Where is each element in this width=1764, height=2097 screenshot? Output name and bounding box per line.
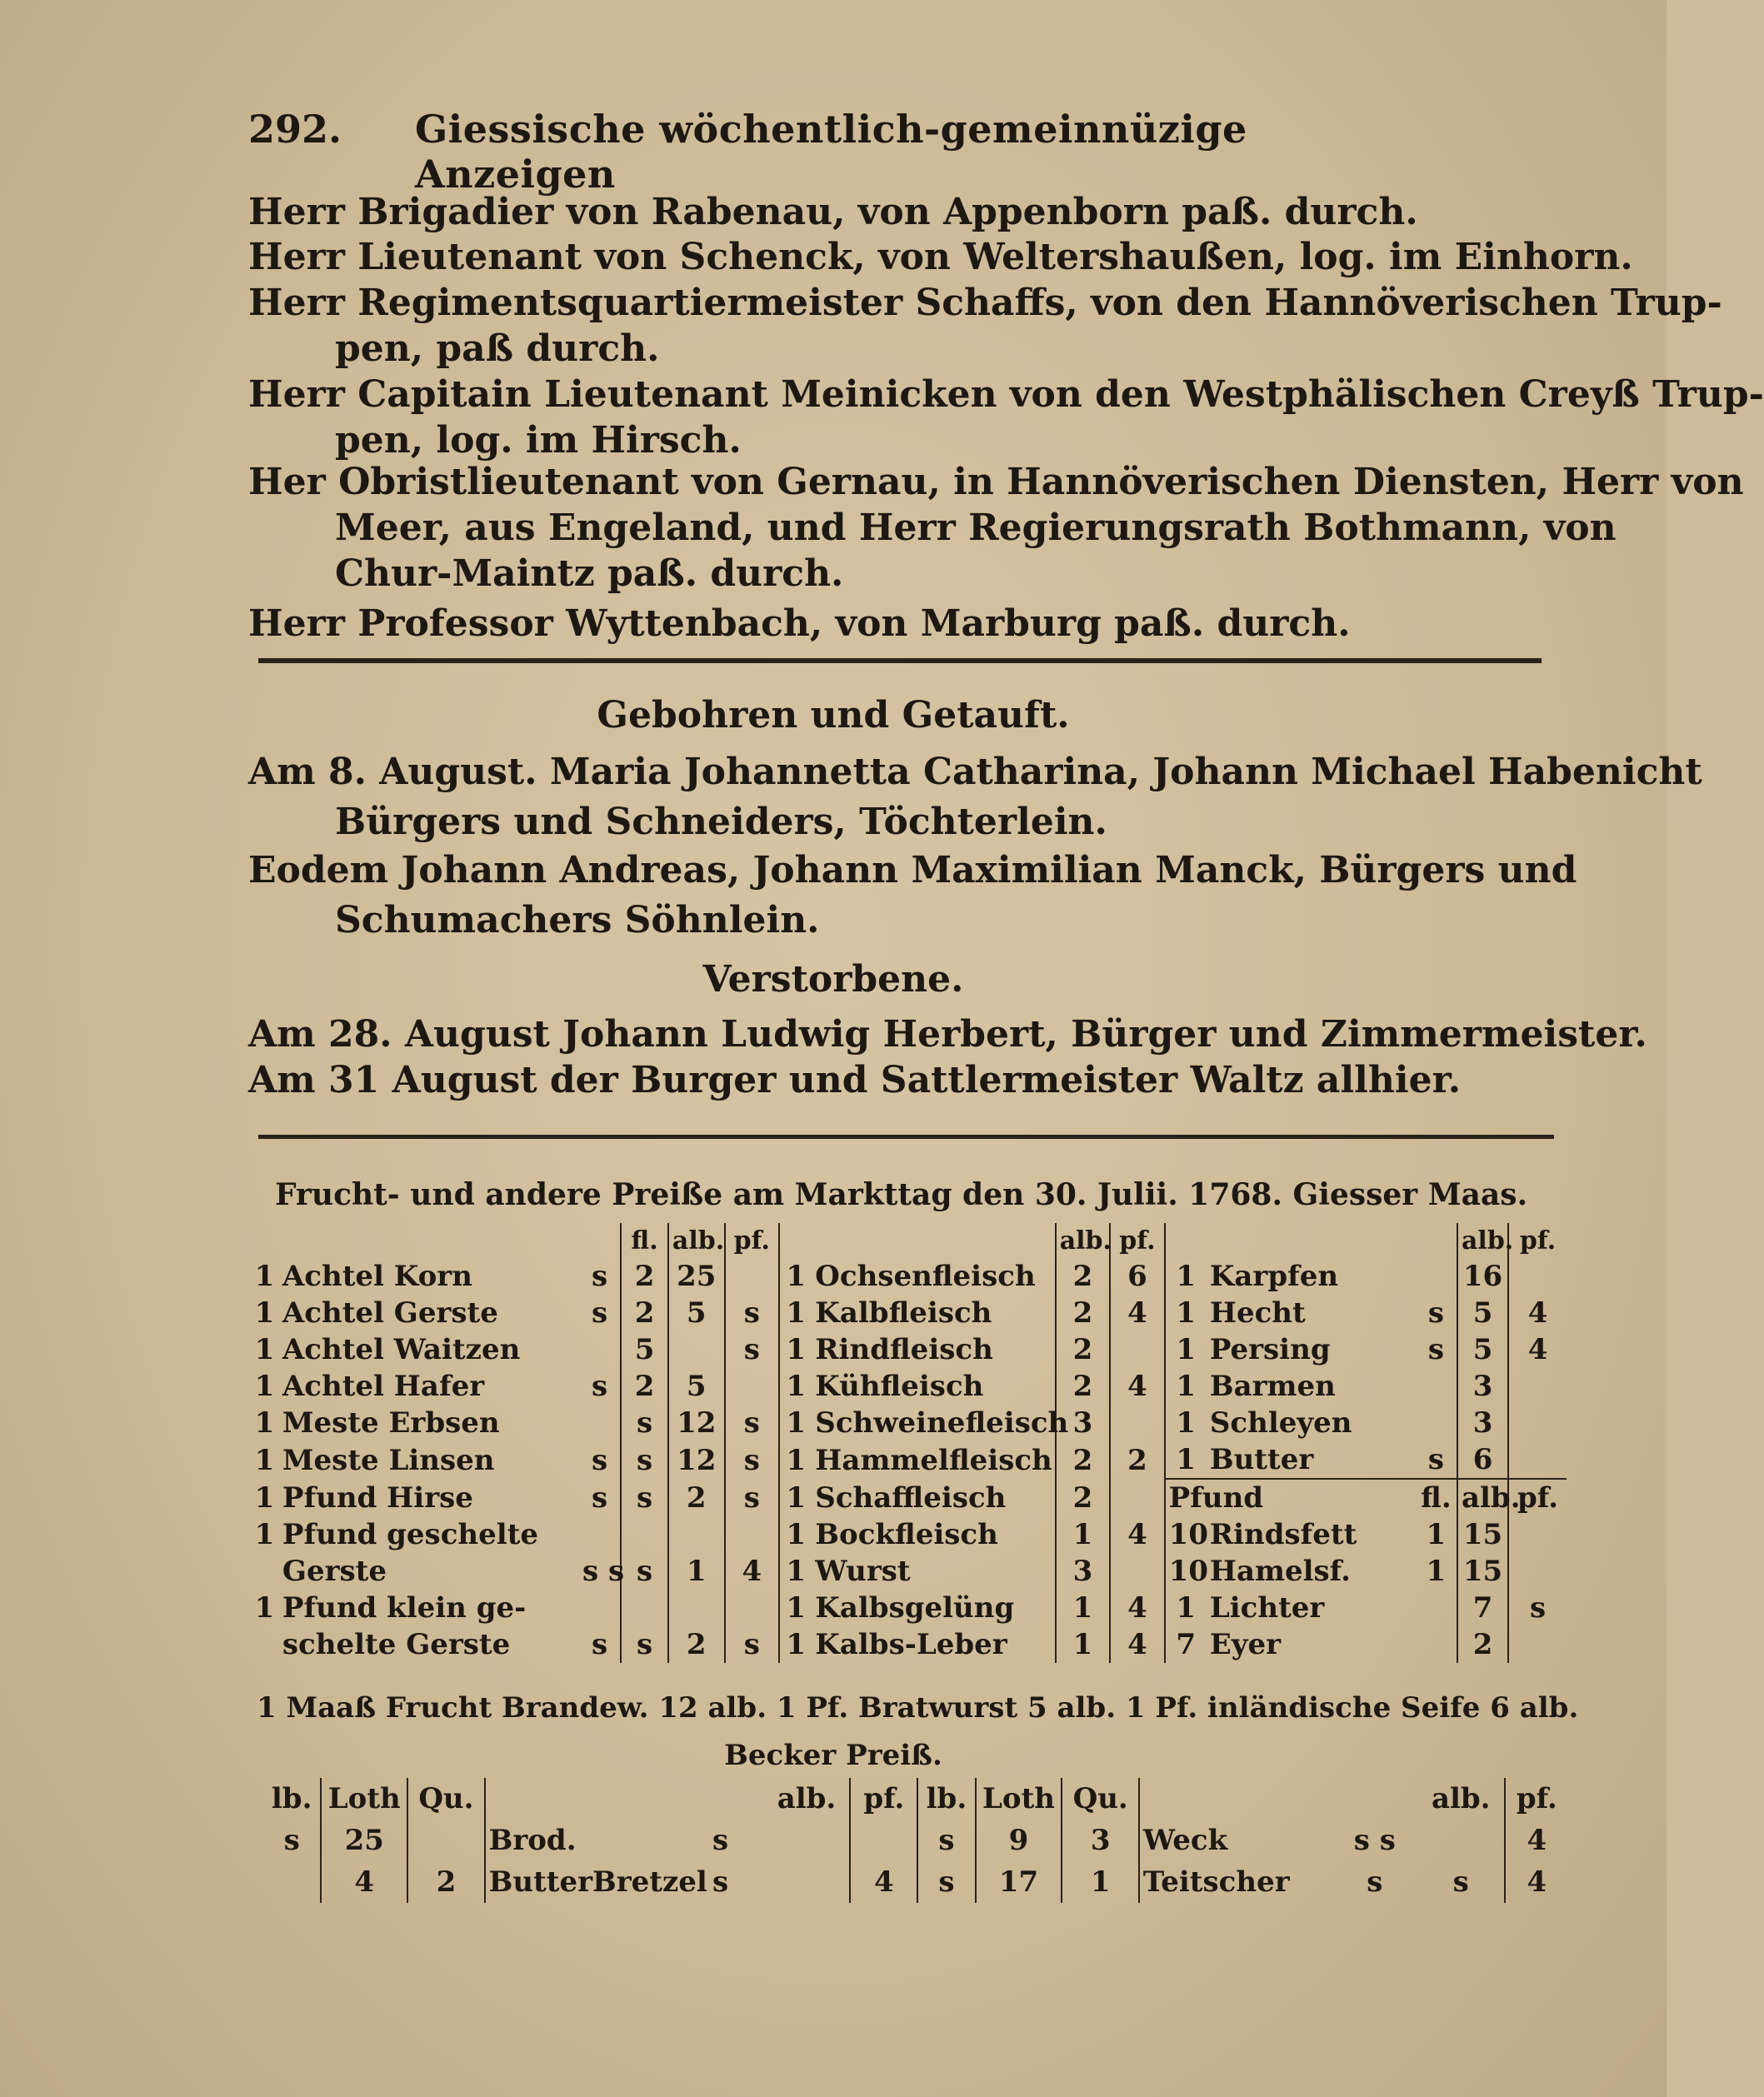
fish-qty: 1 [1165, 1405, 1207, 1441]
fish-qty: 1 [1165, 1368, 1207, 1405]
grain-qty: 1 [254, 1296, 275, 1330]
baker-row [263, 1820, 1568, 1861]
fat-qty: 7 [1165, 1626, 1207, 1663]
deaths-heading: Verstorbene. [702, 958, 964, 1001]
bh-loth2: Loth [976, 1778, 1062, 1820]
meat-qty: 1 [779, 1516, 812, 1553]
fish-item: Barmen [1209, 1370, 1336, 1403]
grain-pf [725, 1368, 779, 1405]
grain-item: Pfund klein ge- [282, 1591, 527, 1625]
fish-alb: 3 [1457, 1405, 1508, 1441]
fish-pf: 4 [1508, 1295, 1567, 1331]
fat-fl: 1 [1426, 1555, 1447, 1588]
baker-qu2: 3 [1062, 1820, 1138, 1861]
baker-lb: s [283, 1824, 300, 1857]
arrival-3-cont: pen, paß durch. [335, 327, 660, 370]
header-alb: alb. [668, 1223, 725, 1258]
price-row [250, 1258, 1567, 1295]
grain-qty [250, 1553, 279, 1590]
baker-alb2 [1418, 1820, 1505, 1861]
header-alb-fish: alb. [1457, 1223, 1508, 1258]
baker-loth: 25 [321, 1820, 407, 1861]
grain-ditto: s [592, 1480, 608, 1515]
price-row [250, 1295, 1567, 1331]
meat-qty: 1 [779, 1553, 812, 1590]
arrival-4: Herr Capitain Lieutenant Meinicken von den Westphälischen Creyß Trup- [248, 373, 1764, 416]
grain-item: Achtel Korn [282, 1260, 472, 1293]
fish-qty: 1 [1165, 1295, 1207, 1331]
fat-subheader-alb: alb. [1457, 1479, 1508, 1516]
meat-alb: 1 [1056, 1516, 1110, 1553]
grain-alb: 2 [668, 1479, 725, 1516]
fish-alb: 6 [1457, 1441, 1508, 1479]
arrival-5: Her Obristlieutenant von Gernau, in Hannöverischen Diensten, Herr von [248, 461, 1744, 503]
birth-entry-2-cont: Schumachers Söhnlein. [335, 899, 820, 941]
grain-item: Pfund Hirse [282, 1480, 473, 1515]
meat-item: Hammelfleisch [815, 1443, 1052, 1477]
bh-qu: Qu. [407, 1778, 484, 1820]
grain-qty: 1 [254, 1333, 275, 1366]
grain-qty: 1 [254, 1591, 275, 1625]
birth-entry-2: Eodem Johann Andreas, Johann Maximilian Manck, Bürgers und [248, 849, 1577, 891]
grain-alb: 5 [668, 1295, 725, 1331]
price-footer-line: 1 Maaß Frucht Brandew. 12 alb. 1 Pf. Bratwurst 5 alb. 1 Pf. inländische Seife 6 alb. [257, 1691, 1579, 1725]
header-fl: fl. [621, 1223, 668, 1258]
arrival-1: Herr Brigadier von Rabenau, von Appenborn paß. durch. [248, 191, 1418, 233]
baker-alb [764, 1820, 851, 1861]
meat-alb: 1 [1056, 1590, 1110, 1626]
fish-qty: 1 [1165, 1441, 1207, 1479]
fat-alb: 15 [1457, 1553, 1508, 1590]
fat-qty: 10 [1165, 1553, 1207, 1590]
grain-item: Achtel Hafer [282, 1370, 485, 1403]
baker-lb [263, 1861, 321, 1903]
meat-item: Rindfleisch [815, 1333, 993, 1366]
fat-pf [1508, 1626, 1567, 1663]
price-row [250, 1516, 1567, 1553]
meat-qty: 1 [779, 1626, 812, 1663]
baker-qu2: 1 [1062, 1861, 1138, 1903]
meat-qty: 1 [779, 1331, 812, 1368]
baker-item: ButterBretzel [485, 1861, 677, 1903]
baker-header-row [263, 1778, 1568, 1820]
grain-fl: 2 [621, 1368, 668, 1405]
baker-alb [764, 1861, 851, 1903]
fish-ditto: s [1427, 1333, 1444, 1366]
grain-pf: s [725, 1331, 779, 1368]
grain-alb [668, 1516, 725, 1553]
grain-ditto [579, 1590, 621, 1626]
grain-qty [250, 1626, 279, 1663]
grain-fl: s [621, 1479, 668, 1516]
fish-pf [1508, 1368, 1567, 1405]
bh-alb: alb. [777, 1782, 837, 1815]
baker-loth2: 9 [976, 1820, 1062, 1861]
grain-fl [621, 1516, 668, 1553]
fat-item: Lichter [1209, 1591, 1325, 1625]
fish-item: Butter [1209, 1443, 1314, 1476]
baker-lb2: s [917, 1820, 975, 1861]
grain-ditto: s [592, 1260, 608, 1293]
header-pf: pf. [725, 1223, 779, 1258]
newspaper-title: Giessische wöchentlich-gemeinnüzige Anzeigen [415, 107, 1247, 197]
grain-item: schelte Gerste [282, 1628, 511, 1661]
baker-item: Brod. [485, 1820, 677, 1861]
baker-pf2: 4 [1505, 1861, 1568, 1903]
grain-item: Meste Linsen [282, 1443, 495, 1477]
price-row [250, 1626, 1567, 1663]
fish-ditto [1416, 1405, 1457, 1441]
baker-item2: Teitscher [1139, 1861, 1332, 1903]
meat-item: Kühfleisch [815, 1370, 984, 1403]
price-section-divider [258, 1135, 1554, 1139]
bh-alb2: alb. [1431, 1782, 1491, 1815]
baker-qu: 2 [407, 1861, 484, 1903]
header-pf-meat: pf. [1110, 1223, 1164, 1258]
market-price-table [250, 1223, 1567, 1663]
grain-qty: 1 [254, 1480, 275, 1515]
price-table-title: Frucht- und andere Preiße am Markttag den 30. Julii. 1768. Giesser Maas. [275, 1177, 1528, 1212]
baker-pf2: 4 [1505, 1820, 1568, 1861]
bh-lb2: lb. [917, 1778, 975, 1820]
baker-loth: 4 [321, 1861, 407, 1903]
meat-alb: 3 [1056, 1405, 1110, 1441]
fish-alb: 16 [1457, 1258, 1508, 1295]
fat-qty: 1 [1165, 1590, 1207, 1626]
fish-qty: 1 [1165, 1258, 1207, 1295]
meat-item: Ochsenfleisch [815, 1260, 1036, 1293]
fish-ditto: s [1427, 1296, 1444, 1330]
grain-pf: s [725, 1479, 779, 1516]
meat-alb: 2 [1056, 1295, 1110, 1331]
baker-loth2: 17 [976, 1861, 1062, 1903]
grain-qty: 1 [254, 1370, 275, 1403]
arrival-6: Herr Professor Wyttenbach, von Marburg paß. durch. [248, 602, 1351, 645]
bh-pf2: pf. [1505, 1778, 1568, 1820]
birth-entry-1-cont: Bürgers und Schneiders, Töchterlein. [335, 801, 1107, 843]
grain-qty: 1 [254, 1406, 275, 1440]
meat-item: Wurst [815, 1555, 911, 1588]
meat-qty: 1 [779, 1590, 812, 1626]
grain-fl [621, 1590, 668, 1626]
fat-subheader-fl: fl. [1416, 1479, 1457, 1516]
grain-item: Achtel Waitzen [282, 1333, 521, 1366]
meat-item: Schweinefleisch [815, 1406, 1069, 1440]
meat-alb: 2 [1056, 1479, 1110, 1516]
fat-fl [1416, 1626, 1457, 1663]
grain-alb: 1 [668, 1553, 725, 1590]
fat-pf [1508, 1553, 1567, 1590]
birth-entry-1: Am 8. August. Maria Johannetta Catharina, Johann Michael Habenicht [248, 751, 1702, 793]
grain-pf: s [725, 1295, 779, 1331]
price-row [250, 1590, 1567, 1626]
header-pf-fish: pf. [1508, 1223, 1567, 1258]
meat-pf: 4 [1110, 1626, 1164, 1663]
fish-ditto [1416, 1258, 1457, 1295]
meat-item: Schaffleisch [815, 1480, 1007, 1515]
section-divider [258, 658, 1542, 663]
grain-alb: 12 [668, 1441, 725, 1479]
meat-item: Kalbfleisch [815, 1296, 992, 1330]
fish-alb: 5 [1457, 1331, 1508, 1368]
meat-pf: 4 [1110, 1295, 1164, 1331]
price-row [250, 1368, 1567, 1405]
grain-fl: 5 [621, 1331, 668, 1368]
meat-alb: 3 [1056, 1553, 1110, 1590]
fish-pf [1508, 1405, 1567, 1441]
grain-fl: s [621, 1405, 668, 1441]
grain-ditto: s [592, 1296, 608, 1330]
baker-ditto: s [712, 1865, 729, 1899]
grain-pf: 4 [725, 1553, 779, 1590]
meat-item: Bockfleisch [815, 1518, 998, 1551]
grain-ditto: s [592, 1370, 608, 1403]
meat-pf: 4 [1110, 1590, 1164, 1626]
baker-ditto2: s s [1353, 1824, 1396, 1857]
grain-pf: s [725, 1626, 779, 1663]
fat-item: Eyer [1209, 1628, 1282, 1661]
bh-loth: Loth [321, 1778, 407, 1820]
fish-alb: 5 [1457, 1295, 1508, 1331]
bakers-heading: Becker Preiß. [724, 1739, 942, 1772]
grain-ditto: s s [582, 1555, 625, 1588]
price-row [250, 1441, 1567, 1479]
bh-lb: lb. [271, 1782, 312, 1815]
grain-pf [725, 1258, 779, 1295]
births-heading: Gebohren und Getauft. [597, 694, 1070, 736]
grain-alb: 2 [668, 1626, 725, 1663]
death-entry-1: Am 28. August Johann Ludwig Herbert, Bürger und Zimmermeister. [248, 1013, 1647, 1056]
meat-alb: 1 [1056, 1626, 1110, 1663]
death-entry-2: Am 31 August der Burger und Sattlermeister Waltz allhier. [248, 1059, 1462, 1101]
fish-item: Persing [1209, 1333, 1331, 1366]
fish-alb: 3 [1457, 1368, 1508, 1405]
grain-ditto [579, 1405, 621, 1441]
meat-alb: 2 [1056, 1258, 1110, 1295]
grain-fl: s [621, 1553, 668, 1590]
fish-item: Hecht [1209, 1296, 1306, 1330]
arrival-5-cont: Meer, aus Engeland, und Herr Regierungsrath Bothmann, von [335, 507, 1617, 549]
baker-item2: Weck [1139, 1820, 1332, 1861]
bh-qu2: Qu. [1062, 1778, 1138, 1820]
meat-alb: 2 [1056, 1368, 1110, 1405]
grain-alb: 5 [668, 1368, 725, 1405]
meat-qty: 1 [779, 1405, 812, 1441]
grain-fl: 2 [621, 1258, 668, 1295]
fish-item: Karpfen [1209, 1260, 1339, 1293]
grain-alb: 12 [668, 1405, 725, 1441]
fat-qty: 10 [1165, 1516, 1207, 1553]
header-alb-meat: alb. [1056, 1223, 1110, 1258]
bh-pf: pf. [850, 1778, 917, 1820]
meat-qty: 1 [779, 1441, 812, 1479]
grain-alb: 25 [668, 1258, 725, 1295]
meat-item: Kalbsgelüng [815, 1591, 1015, 1625]
fish-pf: 4 [1508, 1331, 1567, 1368]
fat-alb: 15 [1457, 1516, 1508, 1553]
baker-qu [407, 1820, 484, 1861]
grain-alb [668, 1590, 725, 1626]
meat-item: Kalbs-Leber [815, 1628, 1007, 1661]
fat-alb: 2 [1457, 1626, 1508, 1663]
arrival-3: Herr Regimentsquartiermeister Schaffs, von den Hannöverischen Trup- [248, 282, 1722, 324]
baker-pf: 4 [850, 1861, 917, 1903]
baker-alb2: s [1452, 1865, 1469, 1899]
fat-alb: 7 [1457, 1590, 1508, 1626]
meat-qty: 1 [779, 1295, 812, 1331]
fish-item: Schleyen [1209, 1406, 1352, 1440]
grain-qty: 1 [254, 1518, 275, 1551]
fish-pf [1508, 1441, 1567, 1479]
meat-pf [1110, 1331, 1164, 1368]
page-header [248, 107, 1398, 197]
baker-lb2: s [917, 1861, 975, 1903]
grain-qty: 1 [254, 1260, 275, 1293]
arrival-2: Herr Lieutenant von Schenck, von Weltershaußen, log. im Einhorn. [248, 236, 1633, 278]
meat-qty: 1 [779, 1258, 812, 1295]
grain-ditto [579, 1516, 621, 1553]
grain-item: Pfund geschelte [282, 1518, 539, 1551]
meat-pf [1110, 1553, 1164, 1590]
grain-item: Meste Erbsen [282, 1406, 500, 1440]
fat-item: Hamelsf. [1209, 1555, 1351, 1588]
baker-pf [850, 1820, 917, 1861]
baker-ditto2: s [1367, 1865, 1383, 1899]
grain-qty: 1 [254, 1443, 275, 1477]
meat-alb: 2 [1056, 1331, 1110, 1368]
page-number: 292. [248, 107, 342, 152]
arrival-4-cont: pen, log. im Hirsch. [335, 419, 742, 462]
price-row [250, 1405, 1567, 1441]
meat-pf: 2 [1110, 1441, 1164, 1479]
grain-pf: s [725, 1441, 779, 1479]
meat-pf [1110, 1479, 1164, 1516]
meat-alb: 2 [1056, 1441, 1110, 1479]
baker-ditto: s [712, 1824, 729, 1857]
grain-ditto: s [592, 1628, 608, 1661]
price-row [250, 1331, 1567, 1368]
baker-row [263, 1861, 1568, 1903]
fish-ditto [1416, 1368, 1457, 1405]
fat-subheader-unit: Pfund [1165, 1479, 1416, 1516]
meat-pf: 6 [1110, 1258, 1164, 1295]
meat-pf: 4 [1110, 1368, 1164, 1405]
grain-fl: 2 [621, 1295, 668, 1331]
meat-pf [1110, 1405, 1164, 1441]
grain-item: Achtel Gerste [282, 1296, 498, 1330]
fat-subheader-pf: pf. [1508, 1479, 1567, 1516]
grain-ditto: s [592, 1443, 608, 1477]
grain-pf: s [725, 1405, 779, 1441]
baker-price-table [263, 1778, 1568, 1903]
fish-qty: 1 [1165, 1331, 1207, 1368]
price-row [250, 1553, 1567, 1590]
grain-item: Gerste [282, 1555, 387, 1588]
fat-fl [1416, 1590, 1457, 1626]
fat-fl: 1 [1426, 1518, 1447, 1551]
grain-fl: s [621, 1626, 668, 1663]
grain-ditto [579, 1331, 621, 1368]
meat-pf: 4 [1110, 1516, 1164, 1553]
price-row [250, 1479, 1567, 1516]
meat-qty: 1 [779, 1368, 812, 1405]
fat-pf [1508, 1516, 1567, 1553]
fish-pf [1508, 1258, 1567, 1295]
grain-alb [668, 1331, 725, 1368]
arrival-5-cont2: Chur-Maintz paß. durch. [335, 552, 844, 595]
grain-pf [725, 1590, 779, 1626]
grain-fl: s [621, 1441, 668, 1479]
fat-item: Rindsfett [1209, 1518, 1357, 1551]
fat-pf: s [1508, 1590, 1567, 1626]
fish-ditto: s [1427, 1443, 1444, 1476]
price-header-row [250, 1223, 1567, 1258]
grain-pf [725, 1516, 779, 1553]
meat-qty: 1 [779, 1479, 812, 1516]
